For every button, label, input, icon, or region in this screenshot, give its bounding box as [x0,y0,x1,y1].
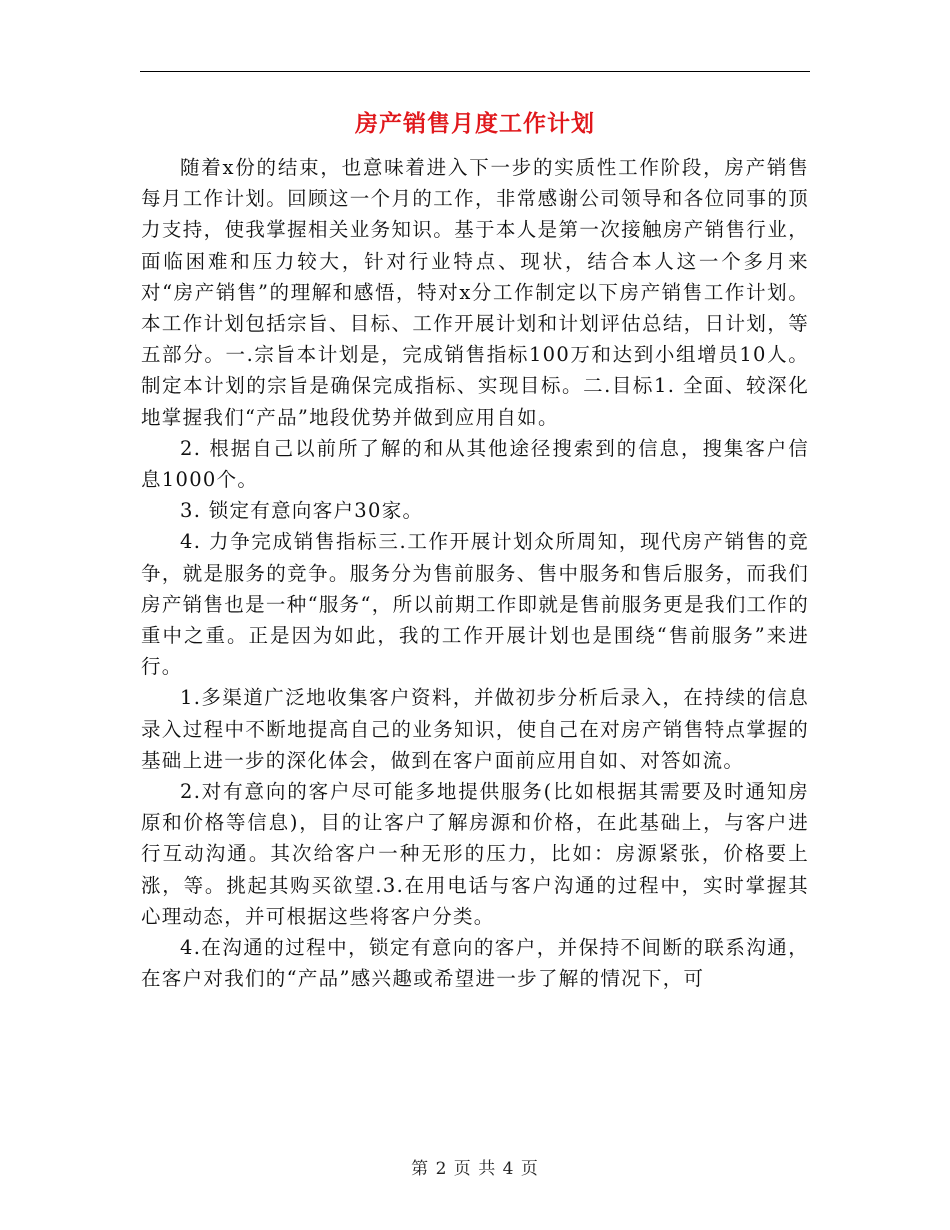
paragraph-goal-4-plan: 4. 力争完成销售指标三.工作开展计划众所周知，现代房产销售的竞争，就是服务的竞争。服务分为售前服务、售中服务和售后服务，而我们房产销售也是一种“服务“，所以前期工作即就是售前服务更是我们工作的重中之重。正是因为如此，我的工作开展计划也是围绕“售前服务”来进行。 [141,530,809,679]
header-rule [140,71,810,72]
paragraph-goal-2: 2. 根据自己以前所了解的和从其他途径搜索到的信息，搜集客户信息1000个。 [141,436,809,492]
document-title: 房产销售月度工作计划 [355,110,595,137]
paragraph-plan-2: 2.对有意向的客户尽可能多地提供服务(比如根据其需要及时通知房原和价格等信息)，目的让客户了解房源和价格，在此基础上，与客户进行互动沟通。其次给客户一种无形的压力，比如：房源紧张，价格要上涨，等。挑起其购买欲望.3.在用电话与客户沟通的过程中，实时掌握其心理动态，并可根据这些将客户分类。 [141,780,809,928]
paragraph-plan-1: 1.多渠道广泛地收集客户资料，并做初步分析后录入，在持续的信息录入过程中不断地提高自己的业务知识，使自己在对房产销售特点掌握的基础上进一步的深化体会，做到在客户面前应用自如、对答如流。 [141,686,809,772]
paragraph-intro: 随着x份的结束，也意味着进入下一步的实质性工作阶段，房产销售每月工作计划。回顾这一个月的工作，非常感谢公司领导和各位同事的顶力支持，使我掌握相关业务知识。基于本人是第一次接触房产销售行业，面临困难和压力较大，针对行业特点、现状，结合本人这一个多月来对“房产销售”的理解和感悟，特对x分工作制定以下房产销售工作计划。本工作计划包括宗旨、目标、工作开展计划和计划评估总结，日计划，等五部分。一.宗旨本计划是，完成销售指标100万和达到小组增员10人。制定本计划的宗旨是确保完成指标、实现目标。二.目标1. 全面、较深化地掌握我们“产品”地段优势并做到应用自如。 [141,156,809,429]
page-number-footer: 第 2 页 共 4 页 [411,1159,539,1179]
document-body [141,152,809,994]
paragraph-goal-3: 3. 锁定有意向客户30家。 [180,499,424,523]
paragraph-plan-4: 4.在沟通的过程中，锁定有意向的客户，并保持不间断的联系沟通，在客户对我们的“产品”感兴趣或希望进一步了解的情况下，可 [141,936,809,991]
